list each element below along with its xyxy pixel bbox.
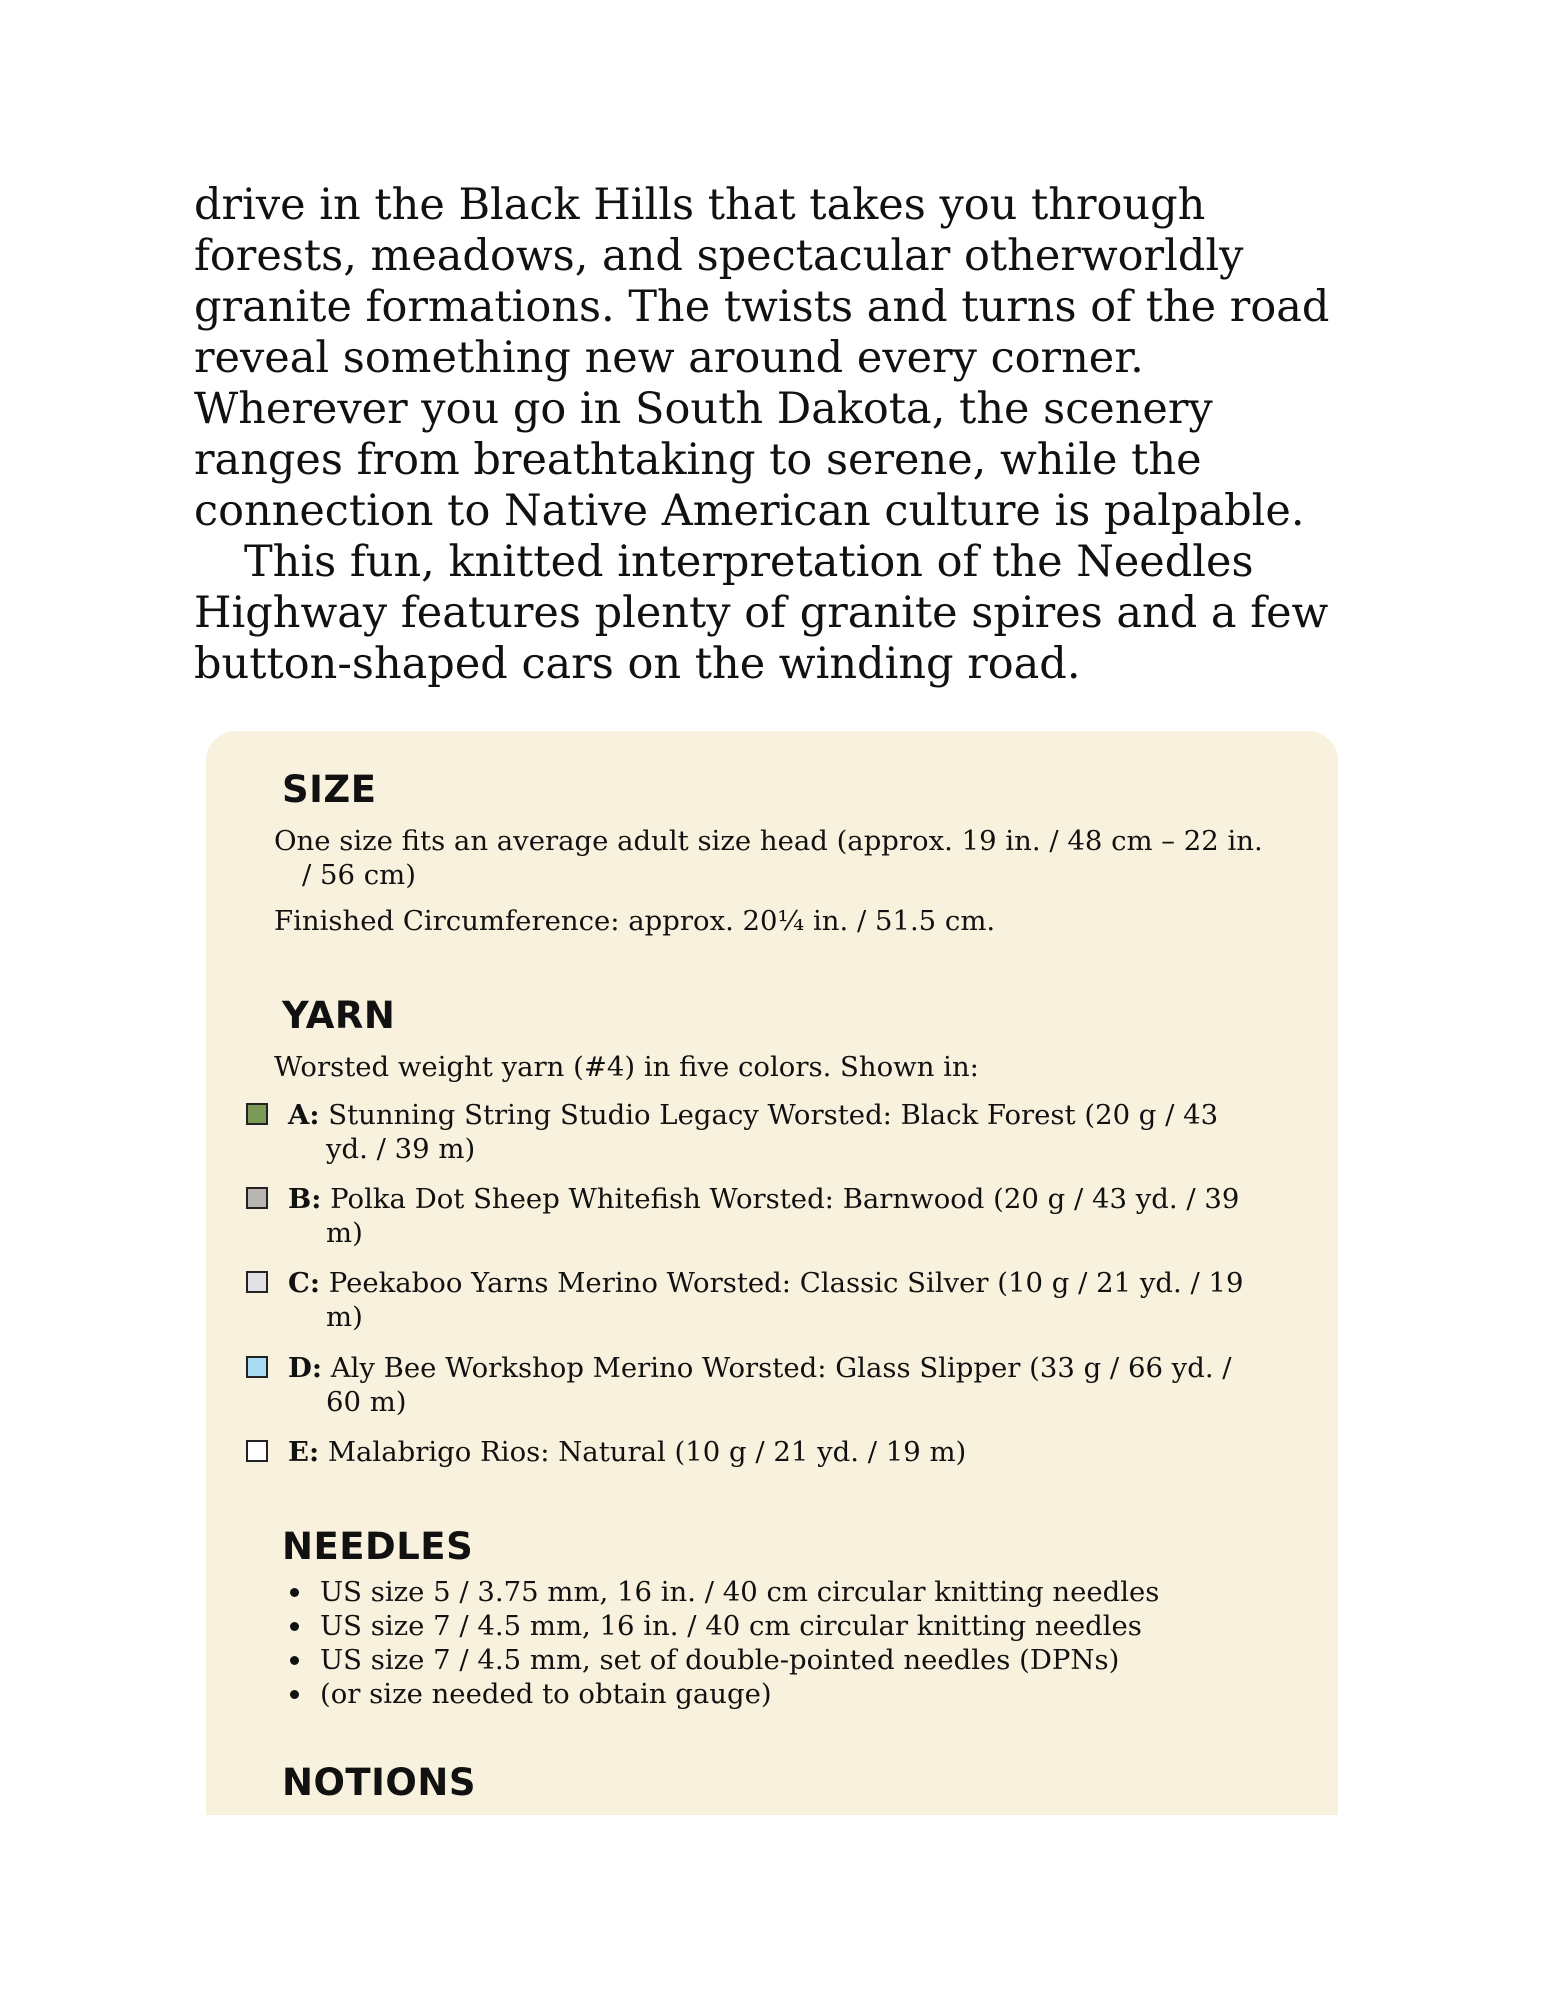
color-swatch-e xyxy=(246,1440,268,1462)
bullet-icon xyxy=(290,1690,299,1699)
size-heading: SIZE xyxy=(282,768,377,811)
bullet-icon xyxy=(290,1622,299,1631)
finished-circumference: Finished Circumference: approx. 20¼ in. / 51.5 cm. xyxy=(274,905,996,937)
bullet-icon xyxy=(290,1588,299,1597)
intro-line: ranges from breathtaking to serene, while the xyxy=(194,435,1202,485)
needles-heading: NEEDLES xyxy=(282,1525,474,1568)
intro-line: This fun, knitted interpretation of the Needles xyxy=(244,537,1254,587)
intro-line: Wherever you go in South Dakota, the scenery xyxy=(194,384,1213,434)
yarn-heading: YARN xyxy=(282,994,396,1037)
intro-text xyxy=(194,180,1354,690)
size-line-1b: / 56 cm) xyxy=(302,859,416,891)
color-swatch-b xyxy=(246,1187,268,1209)
yarn-desc-line1: Aly Bee Workshop Merino Worsted: Glass Slipper (33 g / 66 yd. / xyxy=(330,1352,1232,1384)
intro-line: forests, meadows, and spectacular otherworldly xyxy=(194,231,1244,281)
yarn-letter: A: xyxy=(288,1099,320,1131)
color-swatch-c xyxy=(246,1271,268,1293)
list-item xyxy=(290,1609,1159,1643)
page-bottom-margin xyxy=(0,1815,1551,2007)
intro-line: connection to Native American culture is palpable. xyxy=(194,486,1305,536)
yarn-desc-line1: Peekaboo Yarns Merino Worsted: Classic Silver (10 g / 21 yd. / 19 xyxy=(328,1267,1244,1299)
notions-heading: NOTIONS xyxy=(282,1761,476,1804)
list-item xyxy=(290,1643,1159,1677)
needles-list xyxy=(290,1575,1159,1711)
size-line-1a: One size fits an average adult size head (approx. 19 in. / 48 cm – 22 in. xyxy=(274,825,1263,857)
intro-line: granite formations. The twists and turns of the road xyxy=(194,282,1330,332)
intro-line: Highway features plenty of granite spires and a few xyxy=(194,588,1329,638)
intro-line: reveal something new around every corner. xyxy=(194,333,1144,383)
yarn-letter: E: xyxy=(288,1436,320,1468)
yarn-letter: D: xyxy=(288,1352,322,1384)
yarn-desc-line2: m) xyxy=(326,1217,363,1249)
yarn-letter: C: xyxy=(288,1267,321,1299)
yarn-desc-line1: Polka Dot Sheep Whitefish Worsted: Barnwood (20 g / 43 yd. / 39 xyxy=(330,1183,1240,1215)
needle-text: US size 5 / 3.75 mm, 16 in. / 40 cm circular knitting needles xyxy=(320,1576,1160,1608)
yarn-desc-line1: Stunning String Studio Legacy Worsted: Black Forest (20 g / 43 xyxy=(328,1099,1219,1131)
yarn-intro: Worsted weight yarn (#4) in five colors. Shown in: xyxy=(274,1051,979,1083)
intro-line: button-shaped cars on the winding road. xyxy=(194,639,1081,689)
needle-text: US size 7 / 4.5 mm, set of double-pointed needles (DPNs) xyxy=(320,1644,1120,1676)
yarn-letter: B: xyxy=(288,1183,322,1215)
list-item xyxy=(290,1575,1159,1609)
bullet-icon xyxy=(290,1656,299,1665)
yarn-desc-line2: yd. / 39 m) xyxy=(326,1133,476,1165)
needle-text: (or size needed to obtain gauge) xyxy=(320,1678,772,1710)
list-item xyxy=(290,1677,1159,1711)
needle-text: US size 7 / 4.5 mm, 16 in. / 40 cm circular knitting needles xyxy=(320,1610,1142,1642)
color-swatch-d xyxy=(246,1356,268,1378)
size-description xyxy=(274,824,1304,892)
yarn-desc-line2: m) xyxy=(326,1301,363,1333)
yarn-desc-line2: 60 m) xyxy=(326,1386,407,1418)
yarn-desc-line1: Malabrigo Rios: Natural (10 g / 21 yd. / 19 m) xyxy=(327,1436,967,1468)
intro-line: drive in the Black Hills that takes you through xyxy=(194,180,1206,230)
color-swatch-a xyxy=(246,1103,268,1125)
